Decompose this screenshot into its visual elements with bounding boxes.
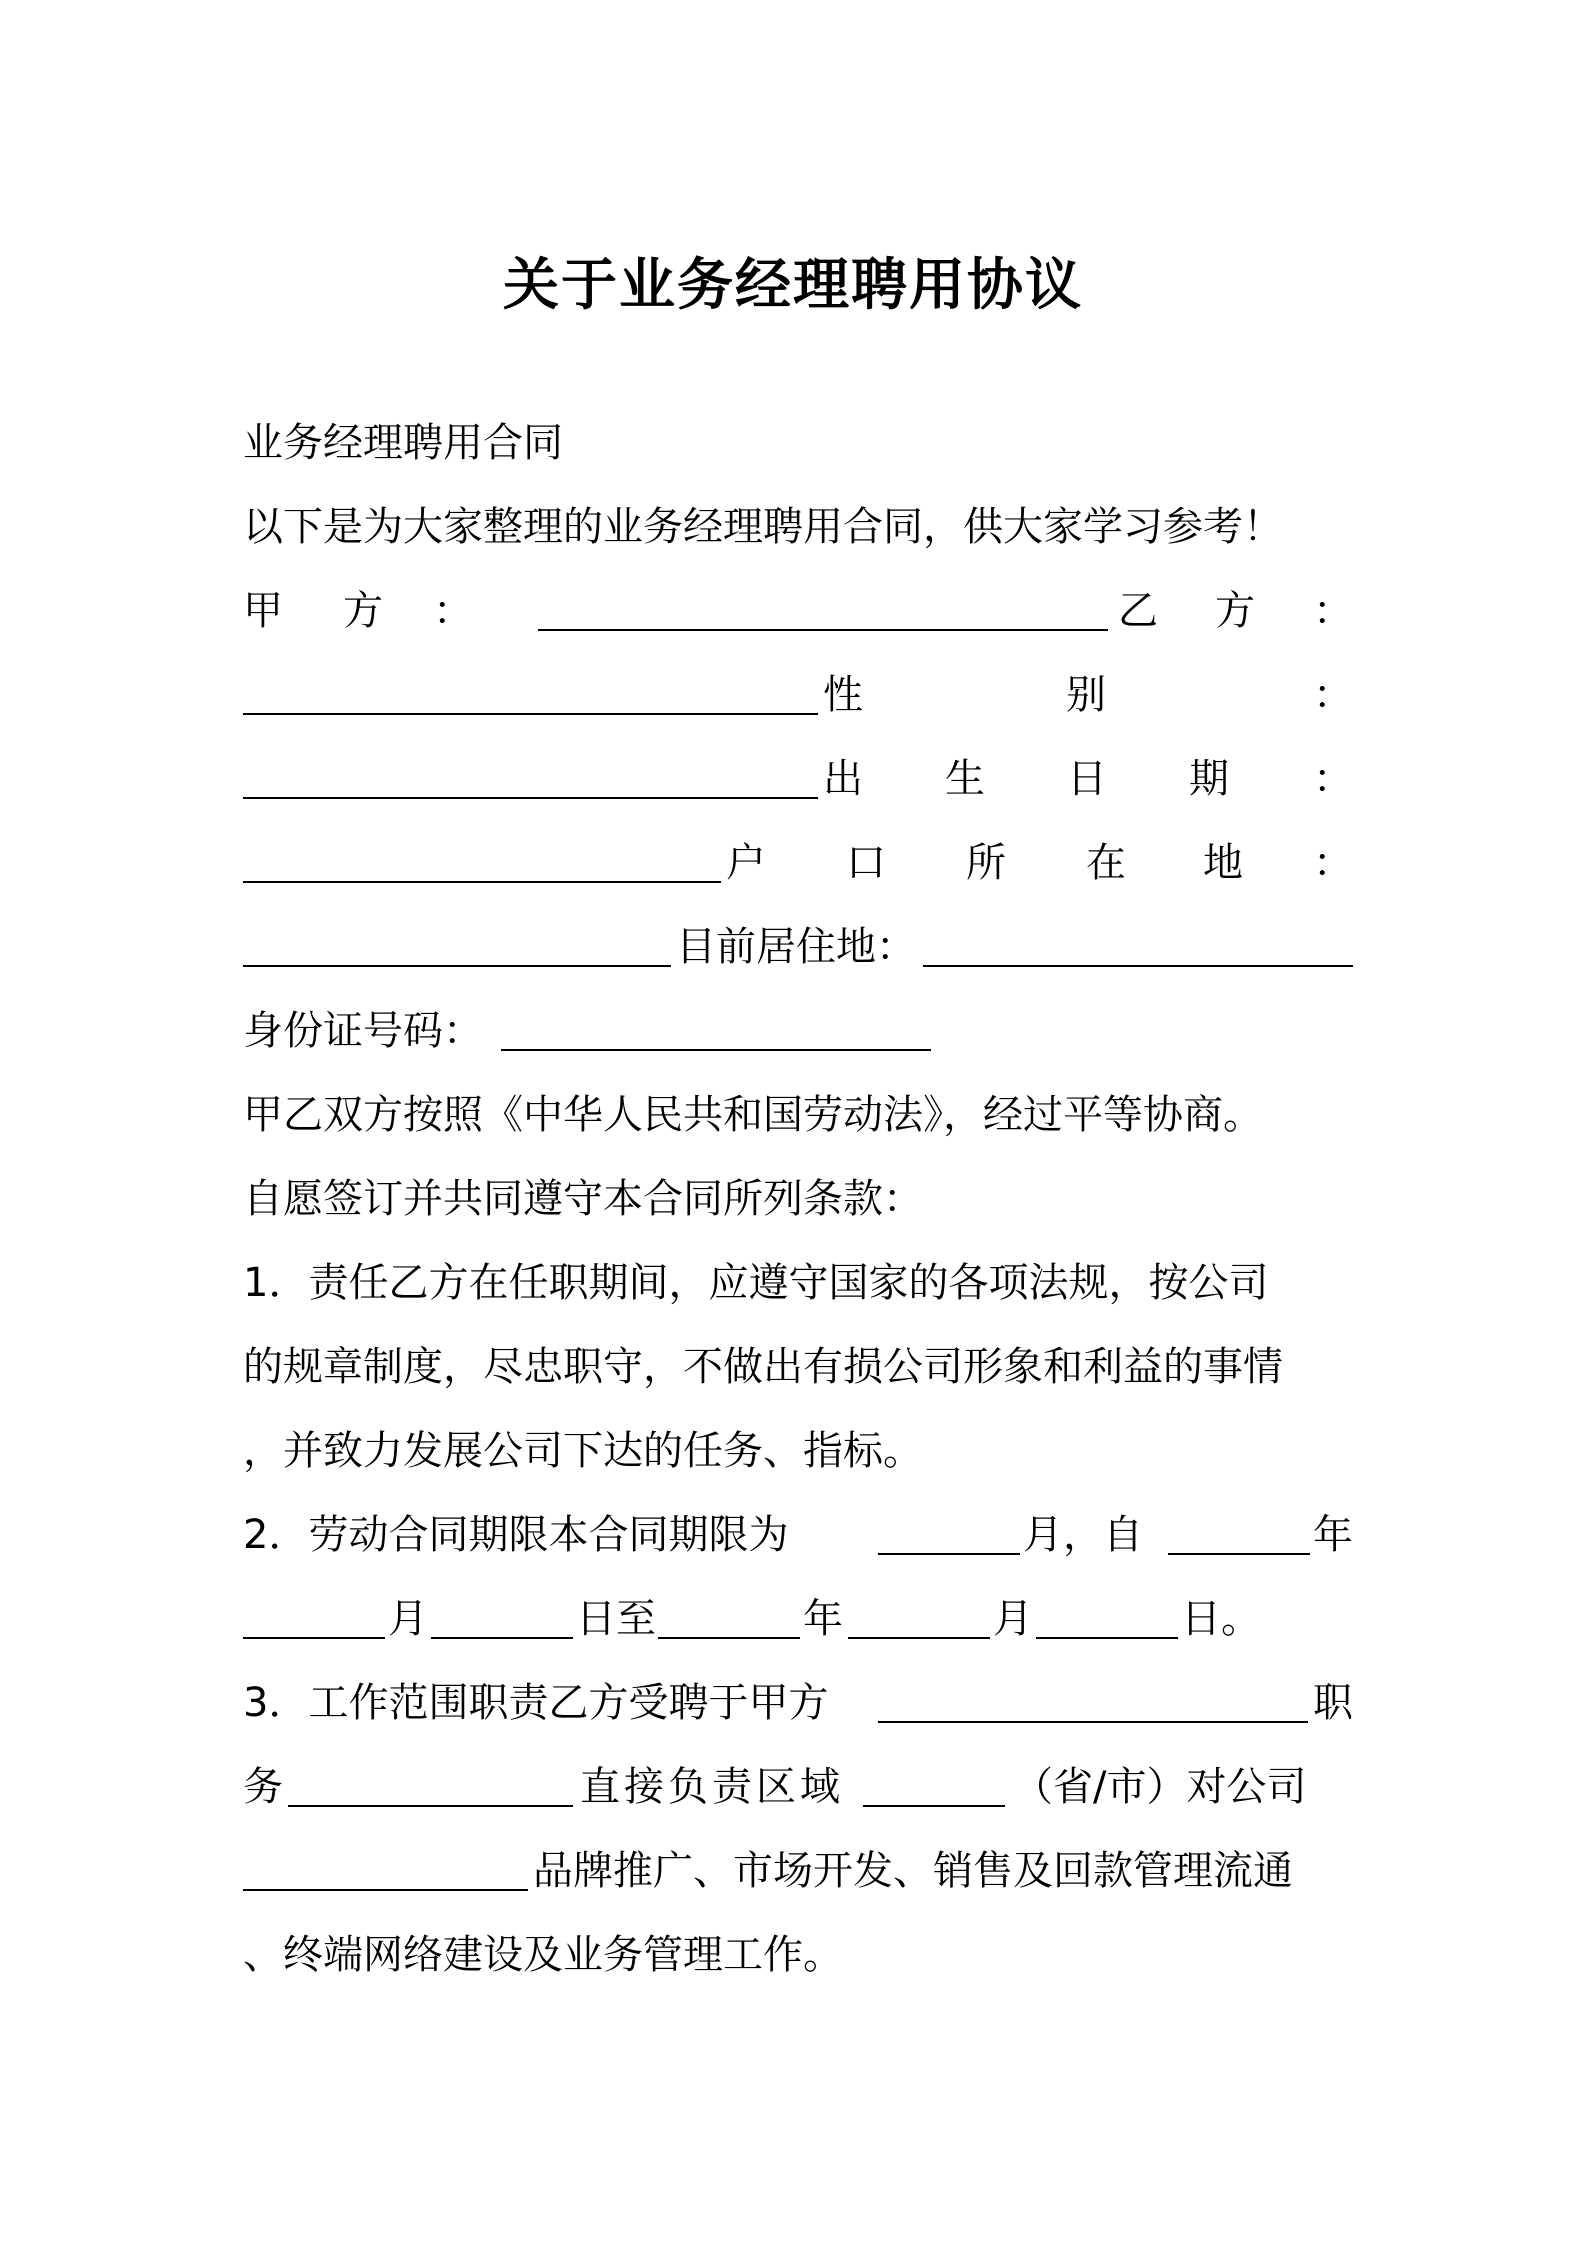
end-year-blank[interactable] <box>658 1593 800 1639</box>
party-a-colon: ： <box>433 588 473 634</box>
hukou-label-5: 地 <box>1203 840 1243 886</box>
clause2-month-2: 月 <box>993 1596 1033 1642</box>
birth-colon: ： <box>1313 756 1353 802</box>
hukou-blank[interactable] <box>243 921 671 967</box>
clause3-text-g: 、终端网络建设及业务管理工作。 <box>243 1932 843 1978</box>
hukou-label-1: 户 <box>726 840 766 886</box>
clause1-text-3: ，并致力发展公司下达的任务、指标。 <box>243 1428 923 1474</box>
gender-label-2: 别 <box>1066 672 1106 718</box>
birth-line <box>243 749 1355 809</box>
gender-colon: ： <box>1313 672 1353 718</box>
clause2-day-end: 日。 <box>1181 1596 1261 1642</box>
sign-text: 自愿签订并共同遵守本合同所列条款： <box>243 1176 923 1222</box>
sign-paragraph <box>243 1169 1355 1229</box>
law-text: 甲乙双方按照《中华人民共和国劳动法》，经过平等协商。 <box>243 1092 1263 1138</box>
clause2-text-c: 年 <box>1313 1512 1353 1558</box>
employer-blank[interactable] <box>878 1677 1308 1723</box>
hukou-line <box>243 833 1355 893</box>
clause3-line1 <box>243 1673 1355 1733</box>
id-line <box>243 1001 1355 1061</box>
gender-blank[interactable] <box>243 753 818 799</box>
intro-text: 以下是为大家整理的业务经理聘用合同，供大家学习参考！ <box>243 504 1283 550</box>
company-product-blank[interactable] <box>243 1845 528 1891</box>
clause3-line2 <box>243 1757 1355 1817</box>
hukou-colon: ： <box>1313 840 1353 886</box>
clause2-line1 <box>243 1505 1355 1565</box>
clause1-text-1: 1．责任乙方在任职期间，应遵守国家的各项法规，按公司 <box>243 1260 1269 1306</box>
party-a-label-1: 甲 <box>243 588 283 634</box>
intro-paragraph <box>243 497 1355 557</box>
clause2-line2 <box>243 1589 1355 1649</box>
clause2-year: 年 <box>803 1596 843 1642</box>
party-a-label-2: 方 <box>343 588 383 634</box>
contract-heading <box>243 413 1355 473</box>
clause3-line3 <box>243 1841 1355 1901</box>
end-month-blank[interactable] <box>848 1593 990 1639</box>
residence-line <box>243 917 1355 977</box>
position-blank[interactable] <box>288 1761 573 1807</box>
party-b-label-2: 方 <box>1215 588 1255 634</box>
gender-line <box>243 665 1355 725</box>
region-blank[interactable] <box>863 1761 1005 1807</box>
residence-blank[interactable] <box>923 921 1353 967</box>
party-b-colon: ： <box>1313 588 1353 634</box>
party-a-blank[interactable] <box>538 585 1108 631</box>
start-year-blank[interactable] <box>1168 1509 1310 1555</box>
party-line <box>243 581 1355 641</box>
birth-blank[interactable] <box>243 837 721 883</box>
clause2-text-b: 月，自 <box>1023 1512 1143 1558</box>
clause3-line4 <box>243 1925 1355 1985</box>
clause1-line3 <box>243 1421 1355 1481</box>
start-day-blank[interactable] <box>431 1593 573 1639</box>
party-b-label-1: 乙 <box>1118 588 1158 634</box>
document-title: 关于业务经理聘用协议 <box>503 253 1083 318</box>
start-month-blank[interactable] <box>243 1593 385 1639</box>
birth-label-1: 出 <box>823 756 863 802</box>
residence-label: 目前居住地： <box>676 924 916 970</box>
clause3-text-b: 职 <box>1313 1680 1353 1726</box>
clause2-day-to: 日至 <box>576 1596 656 1642</box>
clause3-text-f: 品牌推广、市场开发、销售及回款管理流通 <box>533 1848 1293 1894</box>
hukou-label-2: 口 <box>846 840 886 886</box>
clause2-text-a: 2．劳动合同期限本合同期限为 <box>243 1512 789 1558</box>
clause3-text-c: 务 <box>243 1764 283 1810</box>
id-blank[interactable] <box>501 1005 931 1051</box>
clause1-line2 <box>243 1337 1355 1397</box>
gender-label-1: 性 <box>823 672 863 718</box>
id-label: 身份证号码： <box>243 1008 483 1054</box>
clause1-text-2: 的规章制度，尽忠职守，不做出有损公司形象和利益的事情 <box>243 1344 1283 1390</box>
end-day-blank[interactable] <box>1036 1593 1178 1639</box>
clause3-text-d: 直接负责区域 <box>580 1764 844 1810</box>
hukou-label-3: 所 <box>966 840 1006 886</box>
clause3-text-a: 3．工作范围职责乙方受聘于甲方 <box>243 1680 829 1726</box>
law-paragraph <box>243 1085 1355 1145</box>
birth-label-2: 生 <box>945 756 985 802</box>
birth-label-3: 日 <box>1067 756 1107 802</box>
hukou-label-4: 在 <box>1086 840 1126 886</box>
clause2-month-1: 月 <box>388 1596 428 1642</box>
contract-heading-text: 业务经理聘用合同 <box>243 420 563 466</box>
party-b-name-blank[interactable] <box>243 669 818 715</box>
clause3-text-e: （省/市）对公司 <box>1013 1764 1307 1810</box>
birth-label-4: 期 <box>1189 756 1229 802</box>
term-months-blank[interactable] <box>878 1509 1020 1555</box>
clause1-line1 <box>243 1253 1355 1313</box>
